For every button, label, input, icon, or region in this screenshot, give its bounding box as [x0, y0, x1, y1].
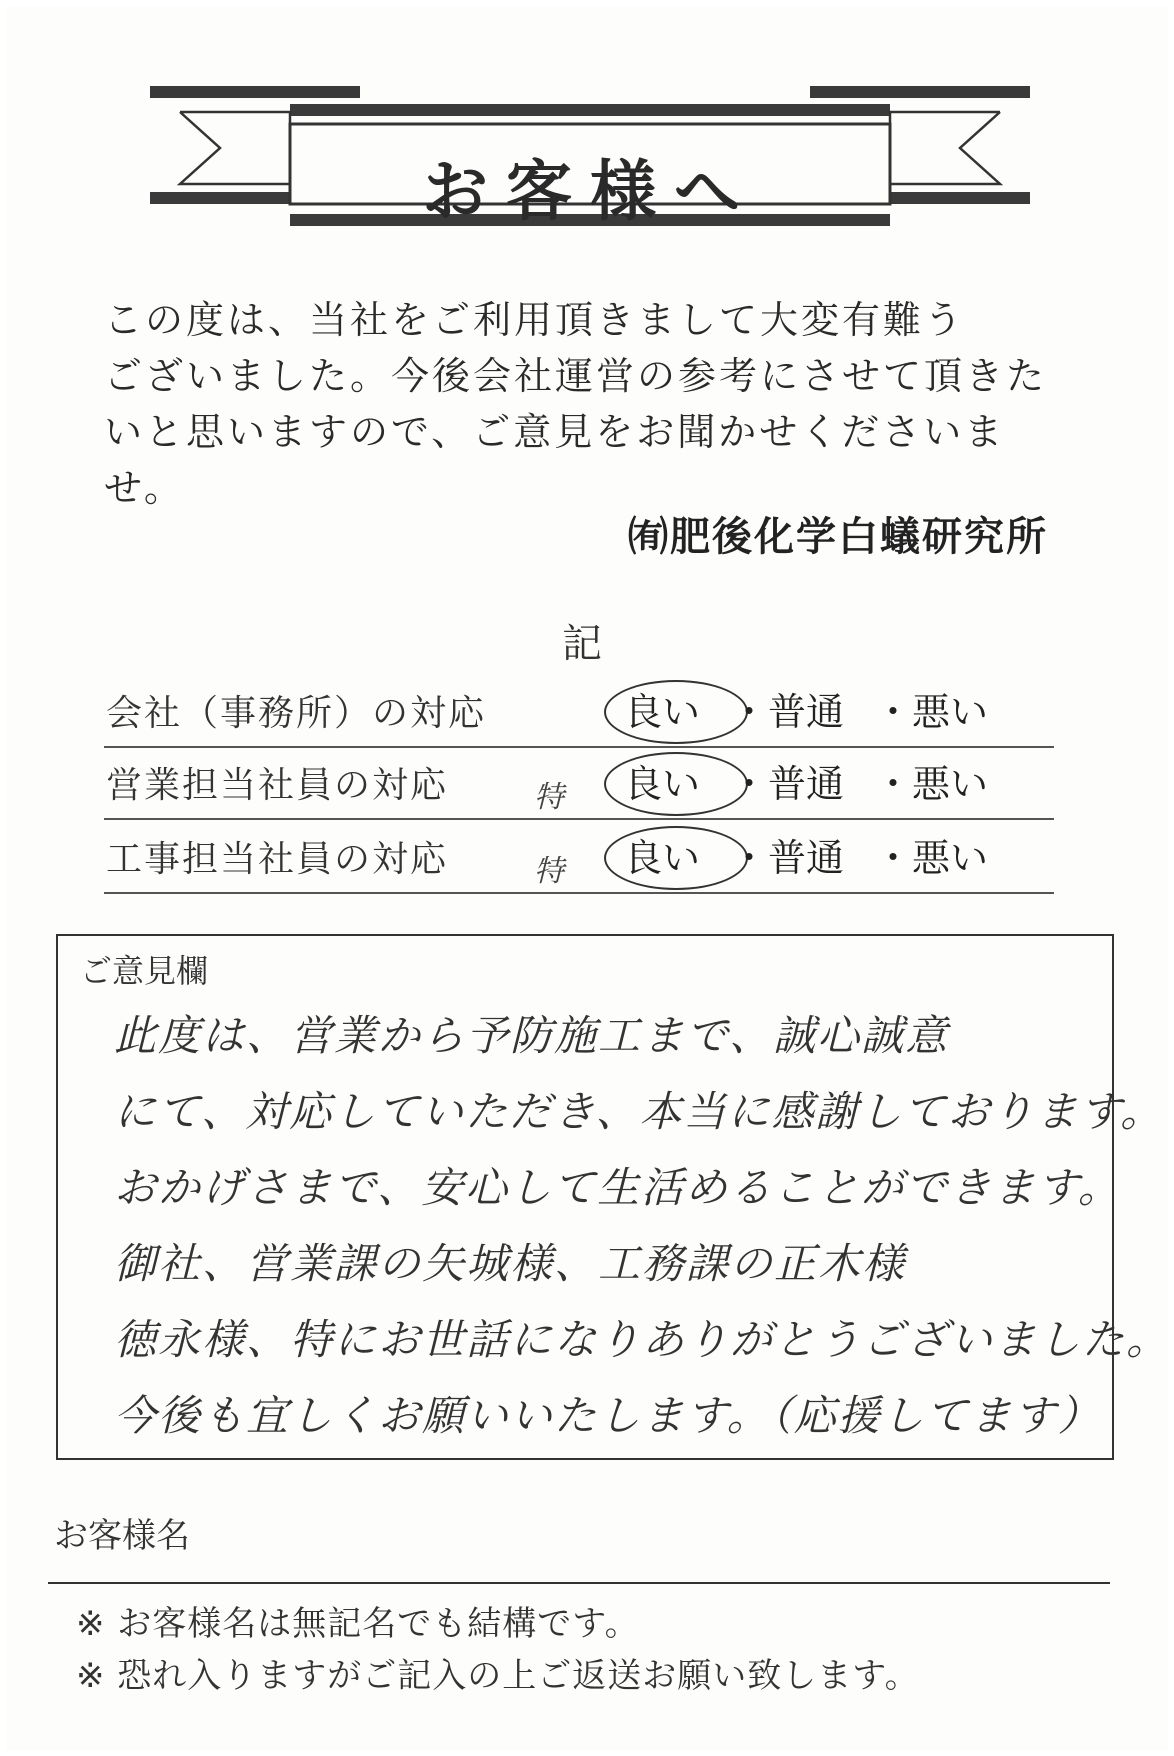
- option-normal[interactable]: 普通: [768, 690, 845, 734]
- page-title: お客様へ: [422, 152, 758, 230]
- option-normal[interactable]: 普通: [768, 836, 845, 880]
- option-bad[interactable]: 悪い: [912, 836, 989, 880]
- intro-line: ございました。今後会社運営の参考にさせて頂きた: [104, 354, 1048, 398]
- comment-line: 御社、営業課の矢城様、工務課の正木様: [114, 1239, 907, 1288]
- comment-line: 今後も宜しくお願いいたします。（応援してます）: [114, 1391, 1102, 1440]
- handwritten-mark: 特: [534, 780, 564, 815]
- option-good[interactable]: 良い: [624, 762, 701, 806]
- option-bad[interactable]: 悪い: [912, 762, 989, 806]
- comment-line: おかげさまで、安心して生活めることができます。: [114, 1163, 1122, 1212]
- handwritten-mark: 特: [534, 854, 564, 889]
- rating-row-construction: [104, 822, 1054, 894]
- rating-row-sales: [104, 748, 1054, 820]
- rating-label: 会社（事務所）の対応: [106, 693, 487, 734]
- intro-text: [104, 292, 1064, 516]
- opinion-title: ご意見欄: [80, 952, 209, 990]
- option-separator: ・: [730, 762, 769, 806]
- ki-heading: 記: [562, 621, 602, 667]
- rating-label: 工事担当社員の対応: [106, 839, 449, 880]
- company-name: ㈲肥後化学白蟻研究所: [628, 514, 1048, 560]
- handwritten-comment: [114, 998, 1171, 1454]
- option-separator: ・: [730, 690, 769, 734]
- note-line: ※ お客様名は無記名でも結構です。: [76, 1604, 640, 1644]
- rating-label: 営業担当社員の対応: [106, 765, 449, 806]
- opinion-box[interactable]: [56, 934, 1171, 1460]
- option-separator: ・: [730, 836, 769, 880]
- option-separator: ・: [874, 836, 913, 880]
- rating-row-office: [104, 676, 1054, 748]
- option-good[interactable]: 良い: [624, 836, 701, 880]
- comment-line: にて、対応していただき、本当に感謝しております。: [114, 1087, 1165, 1136]
- customer-name-field[interactable]: [48, 1582, 1110, 1584]
- option-separator: ・: [874, 762, 913, 806]
- option-separator: ・: [874, 690, 913, 734]
- intro-line: いと思いますので、ご意見をお聞かせくださいませ。: [104, 410, 1006, 510]
- notes: [76, 1598, 920, 1702]
- option-good[interactable]: 良い: [624, 690, 701, 734]
- customer-name-label: お客様名: [54, 1516, 190, 1556]
- title-banner: [150, 86, 1030, 256]
- note-line: ※ 恐れ入りますがご記入の上ご返送お願い致します。: [76, 1656, 920, 1696]
- intro-line: この度は、当社をご利用頂きまして大変有難う: [104, 298, 966, 342]
- option-normal[interactable]: 普通: [768, 762, 845, 806]
- option-bad[interactable]: 悪い: [912, 690, 989, 734]
- comment-line: 徳永様、特にお世話になりありがとうございました。: [114, 1315, 1171, 1364]
- comment-line: 此度は、営業から予防施工まで、誠心誠意: [114, 1011, 950, 1060]
